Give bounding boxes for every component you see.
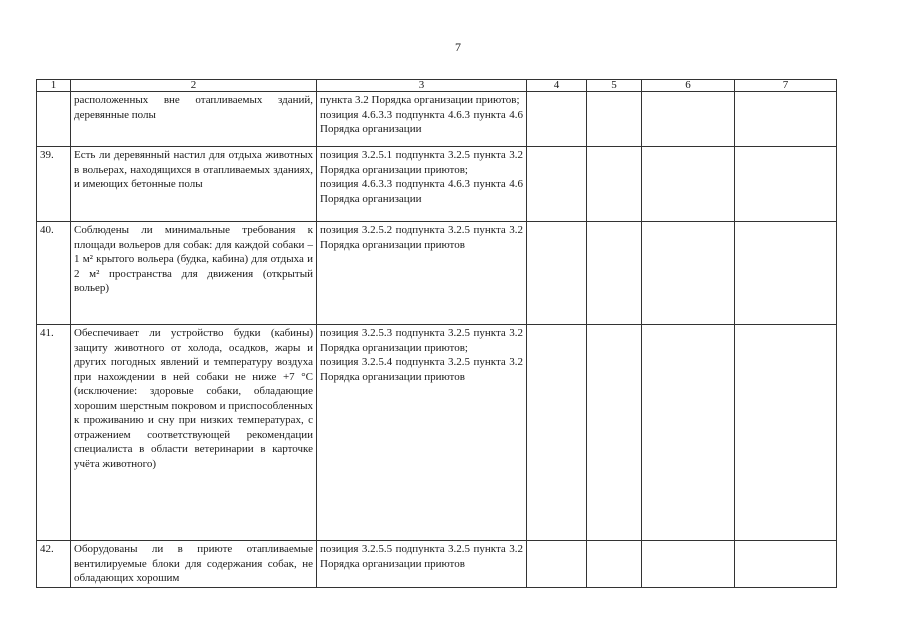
reference-cell [317, 92, 527, 147]
reference-cell [317, 147, 527, 222]
reference-line: позиция 3.2.5.5 подпункта 3.2.5 пункта 3.2 Порядка организации приютов [320, 543, 523, 570]
header-cell-6: 6 [642, 80, 735, 92]
empty-cell [642, 222, 735, 325]
empty-cell [587, 325, 642, 541]
reference-cell [317, 222, 527, 325]
row-number: 41. [37, 325, 71, 541]
empty-cell [587, 147, 642, 222]
header-cell-2: 2 [71, 80, 317, 92]
reference-cell [317, 325, 527, 541]
reference-line: пункта 3.2 Порядка организации приютов; [320, 94, 520, 106]
row-number: 39. [37, 147, 71, 222]
row-number: 40. [37, 222, 71, 325]
question-cell: Обеспечивает ли устройство будки (кабины) защиту животного от холода, осадков, жары и других погодных явлений и температуру воздуха при нахождении в ней собаки не ниже +7 °С (исключение: здоровые собаки, обладающие хорошим шерстным покровом и приспособленных к проживанию и сну при низких температурах, с отражением соответствующей рекомендации специалиста в области ветеринарии в карточке учёта животного) [71, 325, 317, 541]
row-number: 42. [37, 541, 71, 588]
empty-cell [642, 325, 735, 541]
reference-line: позиция 3.2.5.4 подпункта 3.2.5 пункта 3.2 Порядка организации приютов [320, 356, 523, 383]
question-cell: Есть ли деревянный настил для отдыха животных в вольерах, находящихся в отапливаемых зданиях, и имеющих бетонные полы [71, 147, 317, 222]
question-cell: Соблюдены ли минимальные требования к площади вольеров для собак: для каждой собаки – 1 м² крытого вольера (будка, кабина) для отдыха и 2 м² пространства для движения (открытый вольер) [71, 222, 317, 325]
empty-cell [735, 325, 837, 541]
row-number [37, 92, 71, 147]
question-cell: расположенных вне отапливаемых зданий, деревянные полы [71, 92, 317, 147]
reference-line: позиция 4.6.3.3 подпункта 4.6.3 пункта 4.6 Порядка организации [320, 108, 523, 135]
header-row [37, 80, 837, 92]
header-cell-4: 4 [527, 80, 587, 92]
reference-line: позиция 3.2.5.1 подпункта 3.2.5 пункта 3.2 Порядка организации приютов; [320, 149, 523, 176]
empty-cell [735, 222, 837, 325]
empty-cell [587, 222, 642, 325]
empty-cell [527, 222, 587, 325]
header-cell-1: 1 [37, 80, 71, 92]
empty-cell [642, 541, 735, 588]
table-row [37, 147, 837, 222]
empty-cell [527, 92, 587, 147]
page-number: 7 [455, 40, 461, 54]
header-cell-3: 3 [317, 80, 527, 92]
empty-cell [587, 92, 642, 147]
empty-cell [735, 541, 837, 588]
header-cell-7: 7 [735, 80, 837, 92]
table-row [37, 541, 837, 588]
reference-line: позиция 4.6.3.3 подпункта 4.6.3 пункта 4.6 Порядка организации [320, 178, 523, 205]
checklist-table [36, 79, 837, 588]
table-row [37, 92, 837, 147]
empty-cell [642, 92, 735, 147]
table-row [37, 222, 837, 325]
header-cell-5: 5 [587, 80, 642, 92]
empty-cell [642, 147, 735, 222]
table-row [37, 325, 837, 541]
empty-cell [527, 541, 587, 588]
reference-line: позиция 3.2.5.3 подпункта 3.2.5 пункта 3.2 Порядка организации приютов; [320, 327, 523, 354]
reference-cell [317, 541, 527, 588]
empty-cell [527, 147, 587, 222]
empty-cell [587, 541, 642, 588]
empty-cell [735, 147, 837, 222]
empty-cell [735, 92, 837, 147]
empty-cell [527, 325, 587, 541]
reference-line: позиция 3.2.5.2 подпункта 3.2.5 пункта 3.2 Порядка организации приютов [320, 224, 523, 251]
question-cell: Оборудованы ли в приюте отапливаемые вентилируемые блоки для содержания собак, не обладающих хорошим [71, 541, 317, 588]
